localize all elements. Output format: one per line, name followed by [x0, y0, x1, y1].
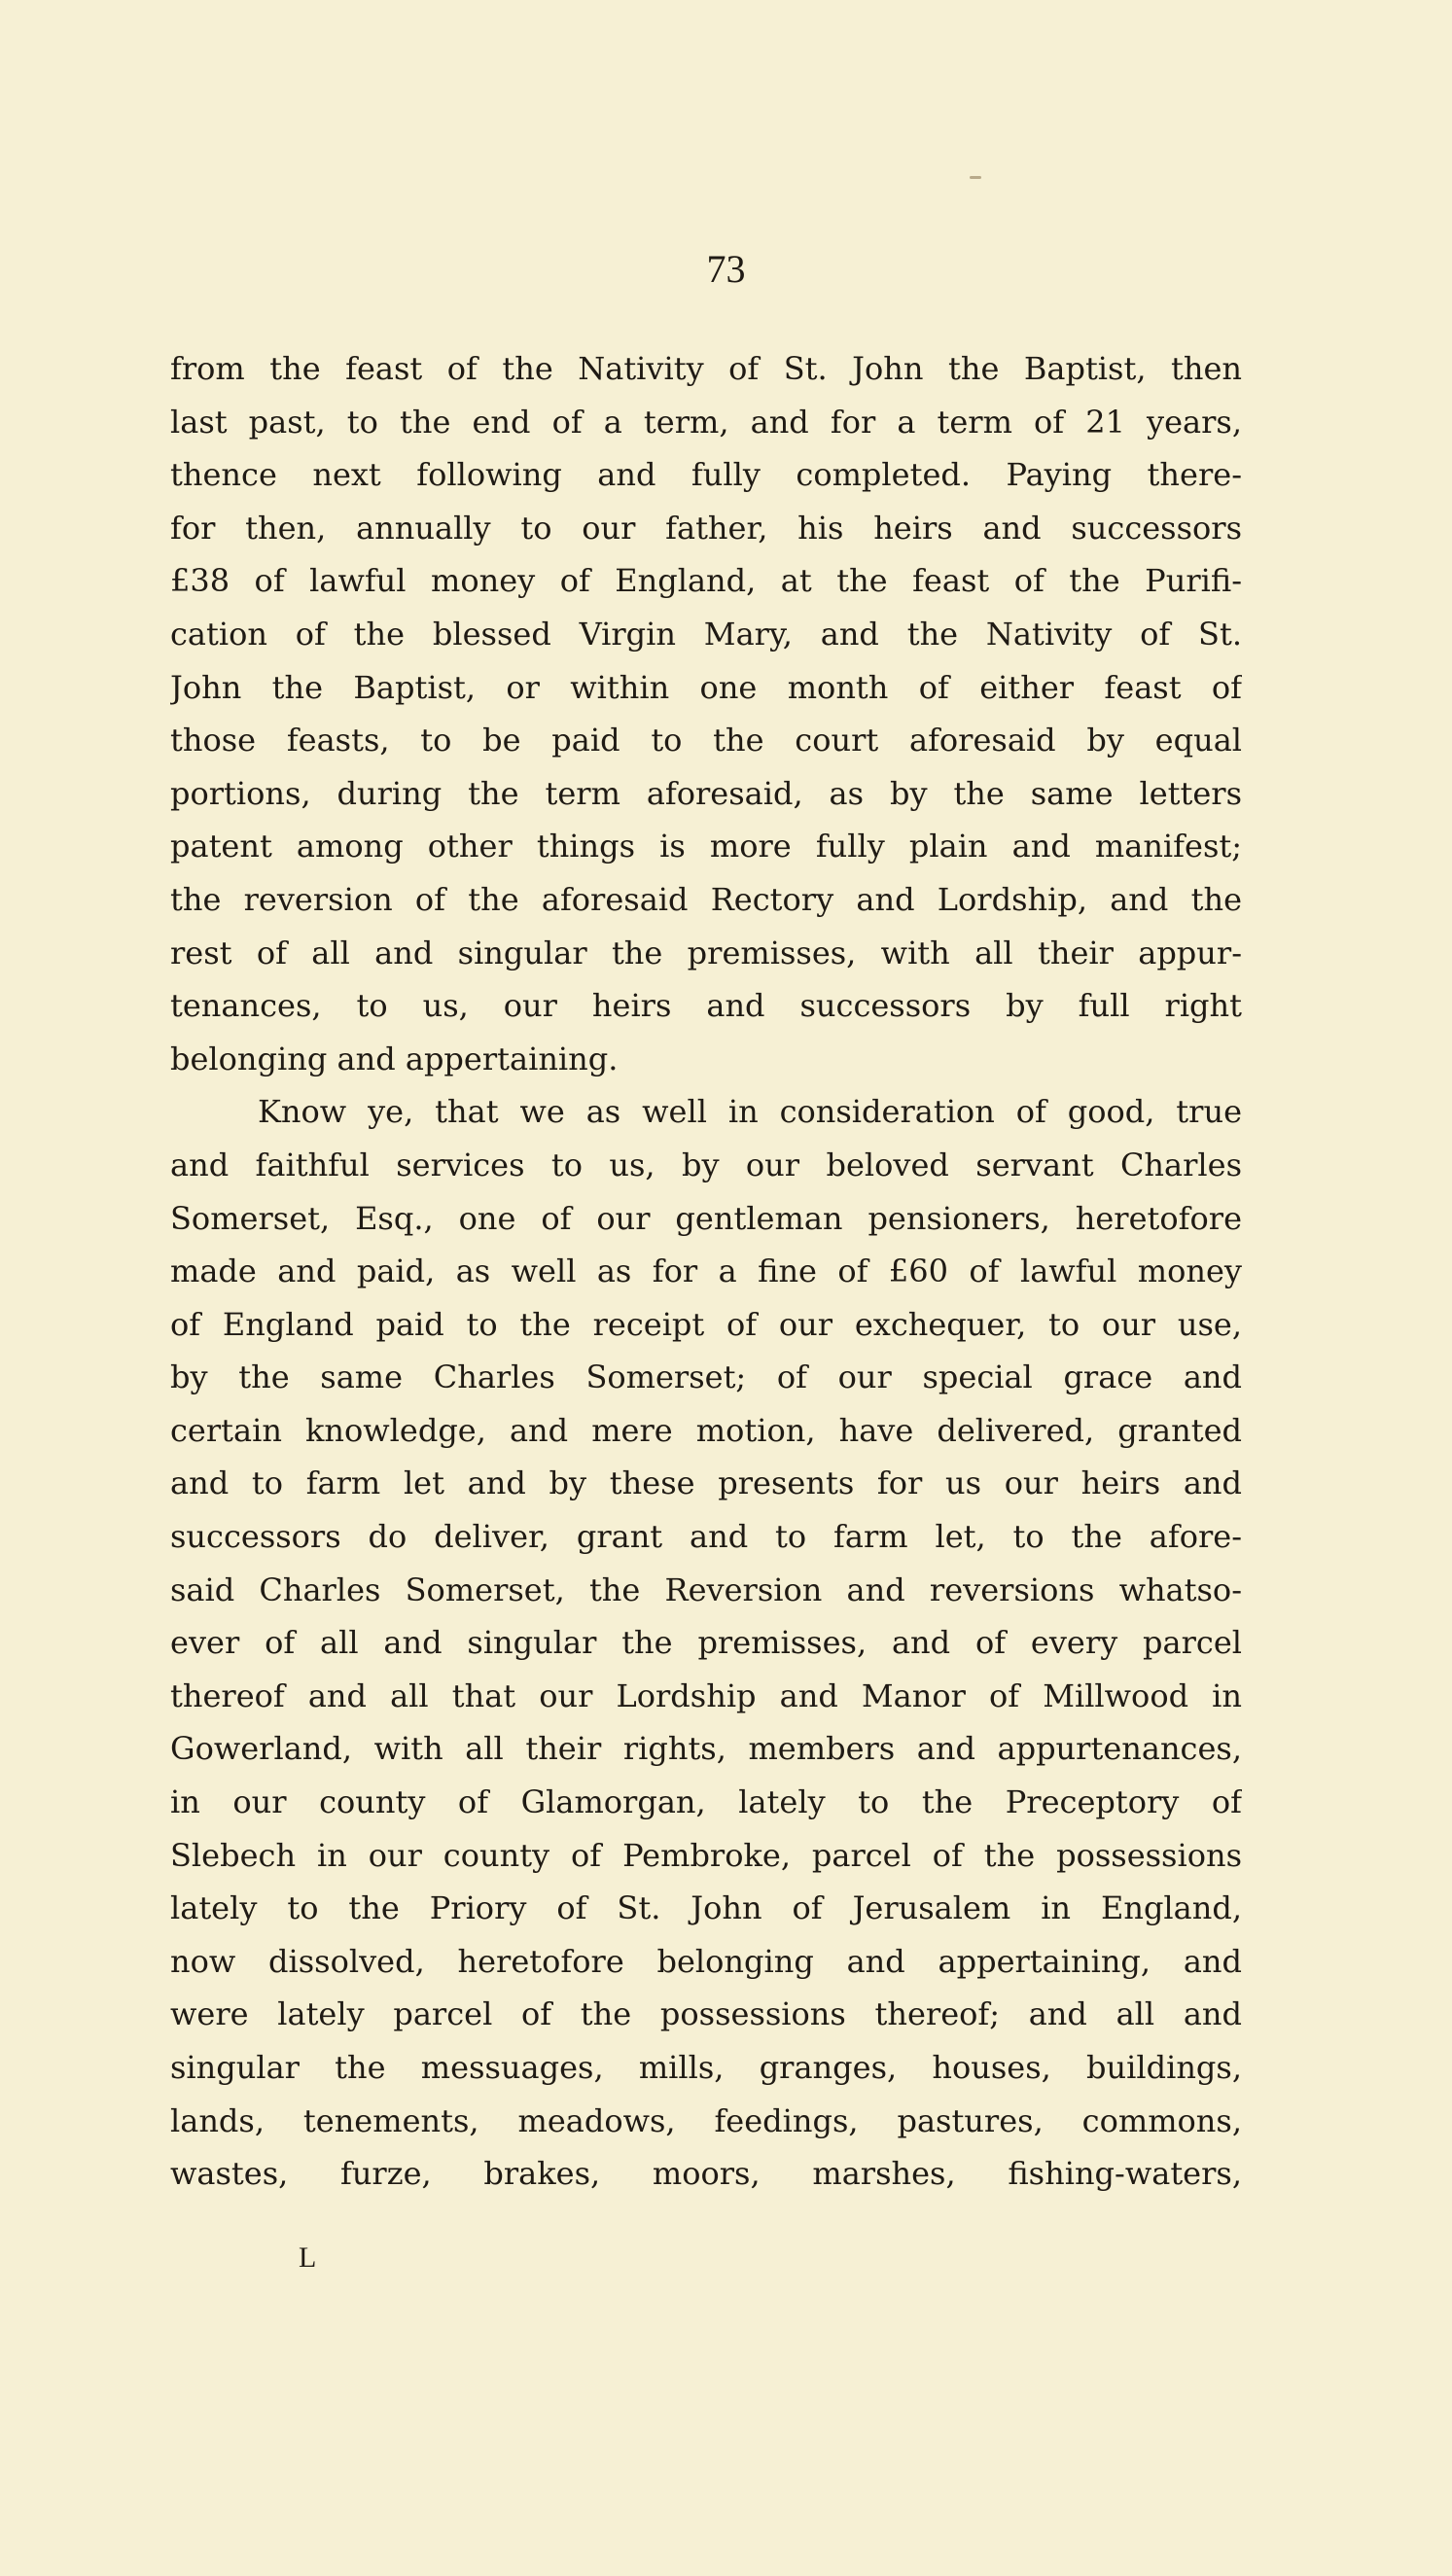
- text-line: were lately parcel of the possessions thereof; and all and: [170, 1995, 1242, 2033]
- text-line: successors do deliver, grant and to farm let, to the afore-: [170, 1518, 1242, 1556]
- text-line: of England paid to the receipt of our exchequer, to our use,: [170, 1305, 1242, 1343]
- text-line: from the feast of the Nativity of St. John the Baptist, then: [170, 350, 1242, 387]
- text-line: singular the messuages, mills, granges, houses, buildings,: [170, 2049, 1242, 2086]
- page-number: 73: [706, 247, 746, 291]
- text-line: £38 of lawful money of England, at the feast of the Purifi-: [170, 562, 1242, 600]
- text-line: tenances, to us, our heirs and successors by full right: [170, 987, 1242, 1025]
- text-line: rest of all and singular the premisses, with all their appur-: [170, 934, 1242, 971]
- text-line: and to farm let and by these presents for us our heirs and: [170, 1464, 1242, 1502]
- text-line: the reversion of the aforesaid Rectory and Lordship, and the: [170, 880, 1242, 918]
- text-line: Slebech in our county of Pembroke, parcel of the possessions: [170, 1836, 1242, 1874]
- paragraph-end-line: belonging and appertaining.: [170, 1040, 619, 1077]
- text-line: now dissolved, heretofore belonging and appertaining, and: [170, 1942, 1242, 1980]
- text-line: ever of all and singular the premisses, and of every parcel: [170, 1624, 1242, 1662]
- text-line: thence next following and fully completed. Paying there-: [170, 456, 1242, 494]
- paper-speck: [970, 176, 981, 179]
- text-line: those feasts, to be paid to the court aforesaid by equal: [170, 722, 1242, 759]
- text-line: by the same Charles Somerset; of our special grace and: [170, 1359, 1242, 1396]
- text-line: in our county of Glamorgan, lately to the Preceptory of: [170, 1783, 1242, 1821]
- text-line: Gowerland, with all their rights, members and appurtenances,: [170, 1730, 1242, 1768]
- text-line: made and paid, as well as for a fine of £60 of lawful money: [170, 1253, 1242, 1290]
- text-line: patent among other things is more fully plain and manifest;: [170, 828, 1242, 865]
- text-line: Somerset, Esq., one of our gentleman pensioners, heretofore: [170, 1199, 1242, 1237]
- text-line: for then, annually to our father, his heirs and successors: [170, 509, 1242, 547]
- text-line: cation of the blessed Virgin Mary, and the Nativity of St.: [170, 615, 1242, 653]
- text-line: certain knowledge, and mere motion, have delivered, granted: [170, 1411, 1242, 1449]
- text-line: John the Baptist, or within one month of either feast of: [170, 668, 1242, 706]
- text-line: lands, tenements, meadows, feedings, pastures, commons,: [170, 2101, 1242, 2139]
- text-line: and faithful services to us, by our beloved servant Charles: [170, 1146, 1242, 1183]
- text-line: portions, during the term aforesaid, as by the same letters: [170, 774, 1242, 812]
- text-line: said Charles Somerset, the Reversion and reversions whatso-: [170, 1570, 1242, 1608]
- signature-mark: L: [299, 2241, 317, 2274]
- text-line: last past, to the end of a term, and for a term of 21 years,: [170, 403, 1242, 441]
- text-line: thereof and all that our Lordship and Manor of Millwood in: [170, 1676, 1242, 1714]
- text-line: wastes, furze, brakes, moors, marshes, fishing-waters,: [170, 2155, 1242, 2193]
- body-text: [170, 342, 1242, 2201]
- paragraph-start-line: Know ye, that we as well in consideration of good, true: [258, 1093, 1242, 1131]
- text-line: lately to the Priory of St. John of Jerusalem in England,: [170, 1889, 1242, 1927]
